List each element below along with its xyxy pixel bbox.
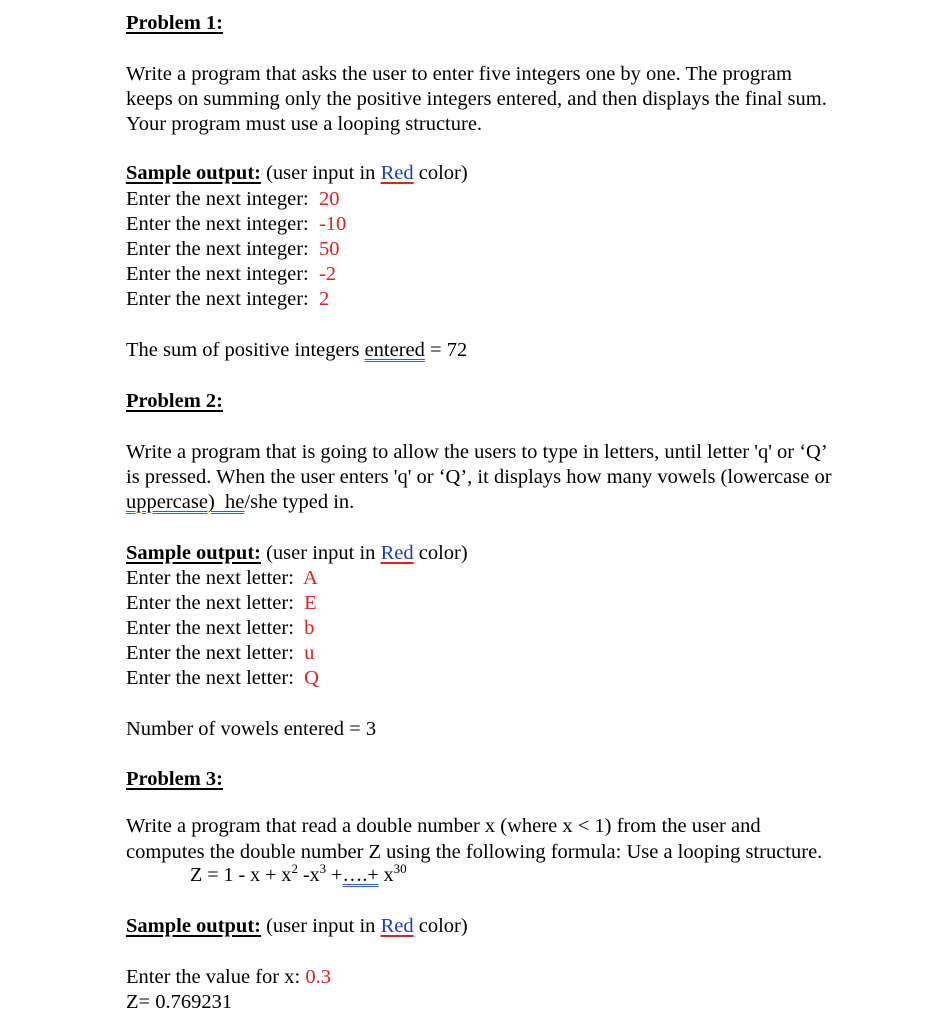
result-prefix: The sum of positive integers <box>126 339 365 361</box>
formula <box>190 863 407 888</box>
formula-ellipsis: ….+ <box>342 864 379 886</box>
problem-3-description-line: Write a program that read a double number x (where x < 1) from the user and <box>126 815 761 837</box>
problem-3-result: Z= 0.769231 <box>126 991 233 1013</box>
prompt-text: Enter the value for x: <box>126 966 306 988</box>
problem-1-sample-header <box>126 161 468 186</box>
prompt-text: Enter the next letter: <box>126 642 305 664</box>
user-input: 50 <box>318 238 340 260</box>
user-input: -2 <box>318 263 337 285</box>
sample-output-label: Sample output: <box>126 542 261 564</box>
prompt-text: Enter the next letter: <box>126 567 304 589</box>
problem-1-result <box>126 338 467 363</box>
sample-prompt-line <box>126 237 339 262</box>
sample-prompt-line <box>126 287 329 312</box>
user-input: E <box>304 592 317 614</box>
grammar-flagged-word: entered <box>364 339 425 361</box>
red-word: Red <box>380 915 414 937</box>
problem-2-sample-header <box>126 541 468 566</box>
user-input: 20 <box>318 188 340 210</box>
problem-2-description-line <box>126 490 354 515</box>
sample-prompt-line <box>126 212 346 237</box>
problem-2-heading: Problem 2: <box>126 390 223 412</box>
problem-2-result: Number of vowels entered = 3 <box>126 718 377 740</box>
formula-exponent: 3 <box>319 861 327 876</box>
problem-2-description-line: is pressed. When the user enters 'q' or ‘Q’, it displays how many vowels (lowercase or <box>126 466 832 488</box>
prompt-text: Enter the next letter: <box>126 617 305 639</box>
formula-part: Z = 1 - x + x <box>190 864 292 886</box>
sample-note-suffix: color) <box>413 542 468 564</box>
result-suffix: = 72 <box>424 339 468 361</box>
sample-note-prefix: (user input in <box>260 915 381 937</box>
sample-prompt-line <box>126 616 314 641</box>
sample-prompt-line <box>126 641 314 666</box>
user-input: 0.3 <box>305 966 331 988</box>
prompt-text: Enter the next integer: <box>126 238 319 260</box>
sample-note-suffix: color) <box>413 915 468 937</box>
sample-prompt-line <box>126 262 336 287</box>
sample-output-label: Sample output: <box>126 915 261 937</box>
prompt-text: Enter the next letter: <box>126 667 305 689</box>
sample-prompt-line <box>126 187 339 212</box>
sample-prompt-line <box>126 591 317 616</box>
user-input: 2 <box>318 288 330 310</box>
problem-3-description-line: computes the double number Z using the following formula: Use a looping structure. <box>126 841 823 863</box>
user-input: A <box>303 567 318 589</box>
sample-output-label: Sample output: <box>126 162 261 184</box>
user-input: Q <box>304 667 319 689</box>
formula-exponent: 2 <box>291 861 298 876</box>
prompt-text: Enter the next integer: <box>126 213 319 235</box>
problem-1-heading: Problem 1: <box>126 12 223 34</box>
sample-note-prefix: (user input in <box>260 162 381 184</box>
sample-prompt-line <box>126 566 318 591</box>
prompt-text: Enter the next integer: <box>126 288 319 310</box>
red-word: Red <box>380 542 414 564</box>
problem-1-description-line: Your program must use a looping structure. <box>126 113 483 135</box>
user-input: u <box>304 642 315 664</box>
formula-part: -x <box>297 864 320 886</box>
user-input: b <box>304 617 315 639</box>
problem-2-description-line: Write a program that is going to allow the users to type in letters, until letter 'q' or ‘Q’ <box>126 441 828 463</box>
user-input: -10 <box>318 213 347 235</box>
prompt-text: Enter the next integer: <box>126 263 319 285</box>
formula-part: x <box>378 864 394 886</box>
problem-3-heading: Problem 3: <box>126 768 223 790</box>
prompt-text: Enter the next letter: <box>126 592 305 614</box>
sample-note-prefix: (user input in <box>260 542 381 564</box>
sample-prompt-line <box>126 666 319 691</box>
problem-3-sample-header <box>126 914 468 939</box>
problem-1-description-line: keeps on summing only the positive integers entered, and then displays the final sum. <box>126 88 827 110</box>
formula-exponent: 30 <box>393 861 407 876</box>
grammar-flagged-text: uppercase) he <box>126 491 245 513</box>
description-rest: /she typed in. <box>244 491 355 513</box>
sample-prompt-line <box>126 965 331 990</box>
formula-part: + <box>326 864 343 886</box>
red-word: Red <box>380 162 414 184</box>
problem-1-description-line: Write a program that asks the user to enter five integers one by one. The program <box>126 63 792 85</box>
sample-note-suffix: color) <box>413 162 468 184</box>
prompt-text: Enter the next integer: <box>126 188 319 210</box>
